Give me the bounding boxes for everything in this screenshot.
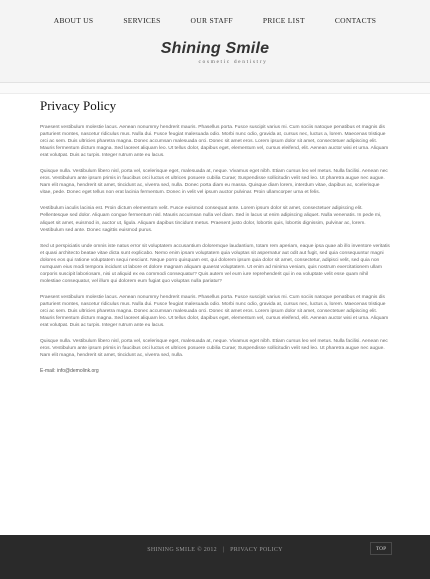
policy-paragraph: Quisque nulla. Vestibulum libero nisl, porta vel, scelerisque eget, malesuada at, neque. Vivamus eget nibh. Etiam cursus leo vel metus. Nulla facilisi. Aenean nec eros. Vestibulum ante ipsum primis in faucibus orci luctus et ultrices posuere cubilia Curae; Suspendisse sollicitudin velit sed leo. Ut pharetra augue nec augue. Nam elit magna, hendrerit sit amet, tincidunt ac, viverra sed, nulla. Donec porta diam eu massa. Quisque diam lorem, interdum vitae, dapibus ac, scelerisque vitae, pede. Donec eget tellus non erat lacinia fermentum. Donec in velit vel ipsum auctor pulvinar. Proin ullamcorper urna et felis.: [40, 169, 388, 196]
site-header: [0, 0, 430, 83]
page-title: Privacy Policy: [40, 98, 117, 113]
email-label: E-mail:: [40, 368, 56, 375]
site-footer: [0, 535, 430, 579]
site-logo[interactable]: Shining Smile: [160, 40, 270, 57]
scroll-top-button[interactable]: TOP: [370, 542, 392, 555]
policy-paragraph: Praesent vestibulum molestie lacus. Aenean nonummy hendrerit mauris. Phasellus porta. Fusce suscipit varius mi. Cum sociis natoque penatibus et magnis dis parturient montes, nascetur ridiculus mus. Nulla dui. Fusce feugiat malesuada odio. Morbi nunc odio, gravida at, cursus nec, luctus a, lorem. Maecenas tristique orci ac sem. Duis ultricies pharetra magna. Donec accumsan malesuada orci. Donec sit amet eros. Lorem ipsum dolor sit amet, consectetuer adipiscing elit. Mauris fermentum dictum magna. Sed laoreet aliquam leo. Ut tellus dolor, dapibus eget, elementum vel, cursus eleifend, elit. Aenean auctor wisi et urna. Aliquam erat volutpat. Duis ac turpis. Integer rutrum ante eu lacus.: [40, 125, 389, 159]
policy-paragraph: Quisque nulla. Vestibulum libero nisl, porta vel, scelerisque eget, malesuada at, neque. Vivamus eget nibh. Etiam cursus leo vel metus. Nulla facilisi. Aenean nec eros. Vestibulum ante ipsum primis in faucibus orci luctus et ultrices posuere cubilia Curae; Suspendisse sollicitudin velit sed leo. Ut pharetra augue nec augue. Nam elit magna, hendrerit sit amet, tincidunt ac, viverra sed, nulla.: [40, 339, 388, 359]
nav-item-our-staff[interactable]: OUR STAFF: [190, 16, 233, 25]
nav-item-price-list[interactable]: PRICE LIST: [262, 16, 305, 25]
email-link[interactable]: info@demolink.org: [56, 368, 99, 375]
contact-email: [40, 368, 390, 374]
footer-copyright: [0, 547, 430, 553]
policy-paragraph: Vestibulum iaculis lacinia est. Proin dictum elementum velit. Fusce euismod consequat ante. Lorem ipsum dolor sit amet, consectetuer adipiscing elit. Pellentesque sed dolor. Aliquam congue fermentum nisl. Mauris accumsan nulla vel diam. Sed in lacus ut enim adipiscing aliquet. Nulla venenatis. In pede mi, aliquet sit amet, euismod in, auctor ut, ligula. Aliquam dapibus tincidunt metus. Praesent justo dolor, lobortis quis, lobortis dignissim, pulvinar ac, lorem. Vestibulum sed ante. Donec sagittis euismod purus.: [40, 206, 382, 233]
nav-item-about-us[interactable]: ABOUT US: [53, 16, 94, 25]
footer-brand: SHINING SMILE: [147, 547, 196, 553]
policy-paragraph: Sed ut perspiciatis unde omnis iste natus error sit voluptatem accusantium doloremque laudantium, totam rem aperiam, eaque ipsa quae ab illo inventore veritatis et quasi architecto beatae vitae dicta sunt explicabo. Nemo enim ipsam voluptatem quia voluptas sit aspernatur aut odit aut fugit, sed quia consequuntur magni dolores eos qui ratione voluptatem sequi nesciunt. Neque porro quisquam est, qui dolorem ipsum quia dolor sit amet, consectetur, adipisci velit, sed quia non numquam eius modi tempora incidunt ut labore et dolore magnam aliquam quaerat voluptatem. Ut enim ad minima veniam, quis nostrum exercitationem ullam corporis suscipit laboriosam, nisi ut aliquid ex ea commodi consequatur? Quis autem vel eum iure reprehenderit qui in ea voluptate velit esse quam nihil molestiae consequatur, vel illum qui dolorem eum fugiat quo voluptas nulla pariatur?: [40, 243, 390, 284]
footer-privacy-link[interactable]: PRIVACY POLICY: [230, 547, 283, 553]
brand-block[interactable]: [0, 40, 430, 65]
site-tagline: cosmetic dentistry: [198, 59, 268, 65]
footer-year: © 2012: [197, 547, 217, 553]
nav-item-services[interactable]: SERVICES: [123, 16, 161, 25]
policy-paragraph: Praesent vestibulum molestie lacus. Aenean nonummy hendrerit mauris. Phasellus porta. Fusce suscipit varius mi. Cum sociis natoque penatibus et magnis dis parturient montes, nascetur ridiculus mus. Nulla dui. Fusce feugiat malesuada odio. Morbi nunc odio, gravida at, cursus nec, luctus a, lorem. Maecenas tristique orci ac sem. Duis ultricies pharetra magna. Donec accumsan malesuada orci. Donec sit amet eros. Lorem ipsum dolor sit amet, consectetuer adipiscing elit. Mauris fermentum dictum magna. Sed laoreet aliquam leo. Ut tellus dolor, dapibus eget, elementum vel, cursus eleifend, elit. Aenean auctor wisi et urna. Aliquam erat volutpat. Duis ac turpis. Integer rutrum ante eu lacus.: [40, 294, 389, 329]
main-nav: [0, 16, 430, 25]
header-divider: [0, 83, 430, 94]
nav-item-contacts[interactable]: CONTACTS: [334, 16, 377, 25]
main-content: [0, 94, 430, 374]
footer-separator: |: [222, 547, 225, 553]
